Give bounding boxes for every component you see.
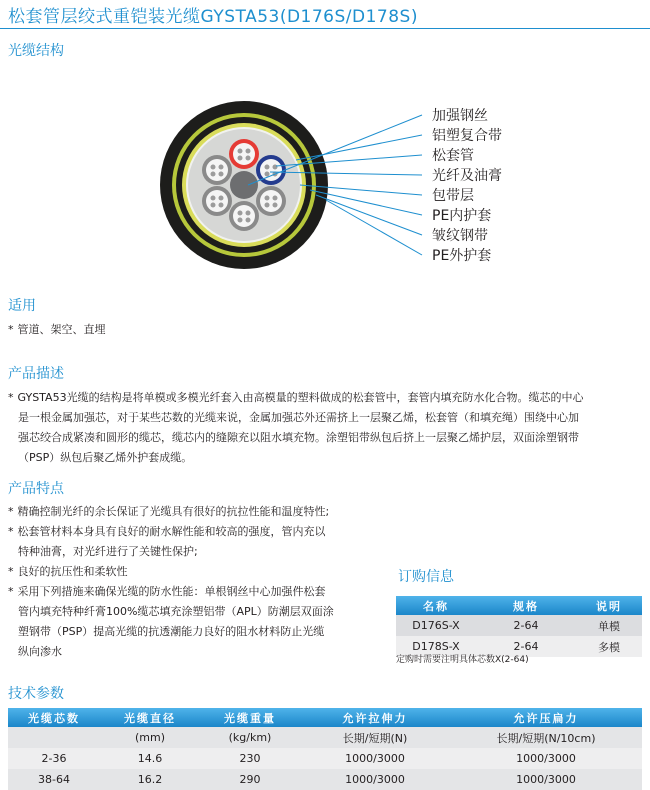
table-cell: 1000/3000 [516, 773, 576, 786]
legend-item: 松套管 [432, 148, 474, 164]
ordering-note: 定购时需要注明具体芯数X(2-64) [396, 655, 529, 665]
table-row [8, 748, 642, 769]
table-cell: 2-36 [41, 752, 67, 765]
cable-cross-section [130, 100, 460, 280]
legend-item: PE内护套 [432, 208, 492, 224]
table-cell: 38-64 [38, 773, 70, 786]
feature-line: * 良好的抗压性和柔软性 [8, 562, 378, 582]
ordering-header-cell: 名称 [423, 599, 449, 613]
legend-item: 加强钢丝 [432, 108, 488, 124]
specs-header-row [8, 708, 642, 727]
feature-line: 特种油膏，对光纤进行了关键性保护; [18, 545, 198, 558]
page-title: 松套管层绞式重铠装光缆GYSTA53(D176S/D178S) [8, 7, 418, 27]
legend-item: PE外护套 [432, 248, 492, 264]
table-cell: 2-64 [513, 619, 539, 632]
legend-item: 皱纹钢带 [432, 228, 488, 244]
usage-heading: 适用 [8, 298, 36, 314]
table-cell: 1000/3000 [516, 752, 576, 765]
table-cell: 16.2 [137, 773, 163, 786]
description-line: 是一根金属加强芯，对于某些芯数的光缆来说，金属加强芯外还需挤上一层聚乙烯，松套管（和填充绳）围绕中心加 [18, 411, 579, 424]
central-steel-wire [230, 171, 258, 199]
description-heading: 产品描述 [8, 366, 64, 382]
ordering-heading: 订购信息 [398, 569, 454, 585]
table-cell: 14.6 [137, 752, 163, 765]
table-cell: (kg/km) [228, 731, 272, 744]
table-cell: (mm) [134, 731, 165, 744]
table-cell: D178S-X [412, 640, 460, 653]
feature-line: * 精确控制光纤的余长保证了光缆具有很好的抗拉性能和温度特性; [8, 502, 378, 522]
feature-line: 管内填充特种纤膏100%缆芯填充涂塑铝带（APL）防潮层双面涂 [18, 605, 334, 618]
table-cell: 290 [239, 773, 261, 786]
feature-line: 纵向渗水 [18, 645, 62, 658]
ordering-header-cell: 规格 [513, 599, 539, 613]
table-cell: 长期/短期(N/10cm) [496, 731, 596, 745]
table-cell: 230 [239, 752, 261, 765]
table-cell: D176S-X [412, 619, 460, 632]
table-cell: 多模 [598, 640, 620, 654]
specs-table [8, 708, 642, 790]
title-divider [0, 28, 650, 29]
structure-heading: 光缆结构 [8, 43, 64, 59]
description-line: * GYSTA53光缆的结构是将单模或多模光纤套入由高模量的塑料做成的松套管中，套管内填充防水化合物。缆芯的中心 [8, 388, 648, 408]
ordering-header-row [396, 596, 642, 615]
usage-text: * 管道、架空、直埋 [8, 320, 106, 340]
table-cell: 1000/3000 [345, 773, 405, 786]
table-row [8, 769, 642, 790]
feature-line: * 松套管材料本身具有良好的耐水解性能和较高的强度，管内充以 [8, 522, 378, 542]
specs-heading: 技术参数 [8, 686, 64, 702]
description-line: 强芯绞合成紧凑和圆形的缆芯，缆芯内的缝隙充以阻水填充物。涂塑铝带纵包后挤上一层聚乙烯护层，双面涂塑钢带 [18, 431, 579, 444]
structure-legend [432, 105, 502, 265]
table-row [8, 727, 642, 748]
legend-item: 光纤及油膏 [432, 168, 502, 184]
table-cell: 单模 [598, 619, 620, 633]
table-cell: 长期/短期(N) [342, 731, 408, 745]
specs-header-cell: 允许拉伸力 [342, 711, 408, 725]
ordering-header-cell: 说明 [596, 599, 622, 613]
feature-line: * 采用下列措施来确保光缆的防水性能：单根钢丝中心加强件松套 [8, 582, 378, 602]
feature-line: 塑钢带（PSP）提高光缆的抗透潮能力良好的阻水材料防止光缆 [18, 625, 325, 638]
specs-header-cell: 光缆重量 [224, 711, 276, 725]
table-row [396, 615, 642, 636]
description-line: （PSP）纵包后聚乙烯外护套成缆。 [18, 451, 193, 464]
table-cell: 1000/3000 [345, 752, 405, 765]
legend-item: 铝塑复合带 [432, 128, 502, 144]
description-body [8, 388, 648, 468]
features-heading: 产品特点 [8, 481, 64, 497]
table-cell [8, 727, 100, 748]
features-list [8, 502, 378, 662]
ordering-table [396, 596, 642, 657]
table-cell: 2-64 [513, 640, 539, 653]
specs-header-cell: 光缆芯数 [28, 711, 80, 725]
specs-header-cell: 光缆直径 [124, 711, 176, 725]
legend-item: 包带层 [432, 188, 474, 204]
specs-header-cell: 允许压扁力 [513, 711, 579, 725]
